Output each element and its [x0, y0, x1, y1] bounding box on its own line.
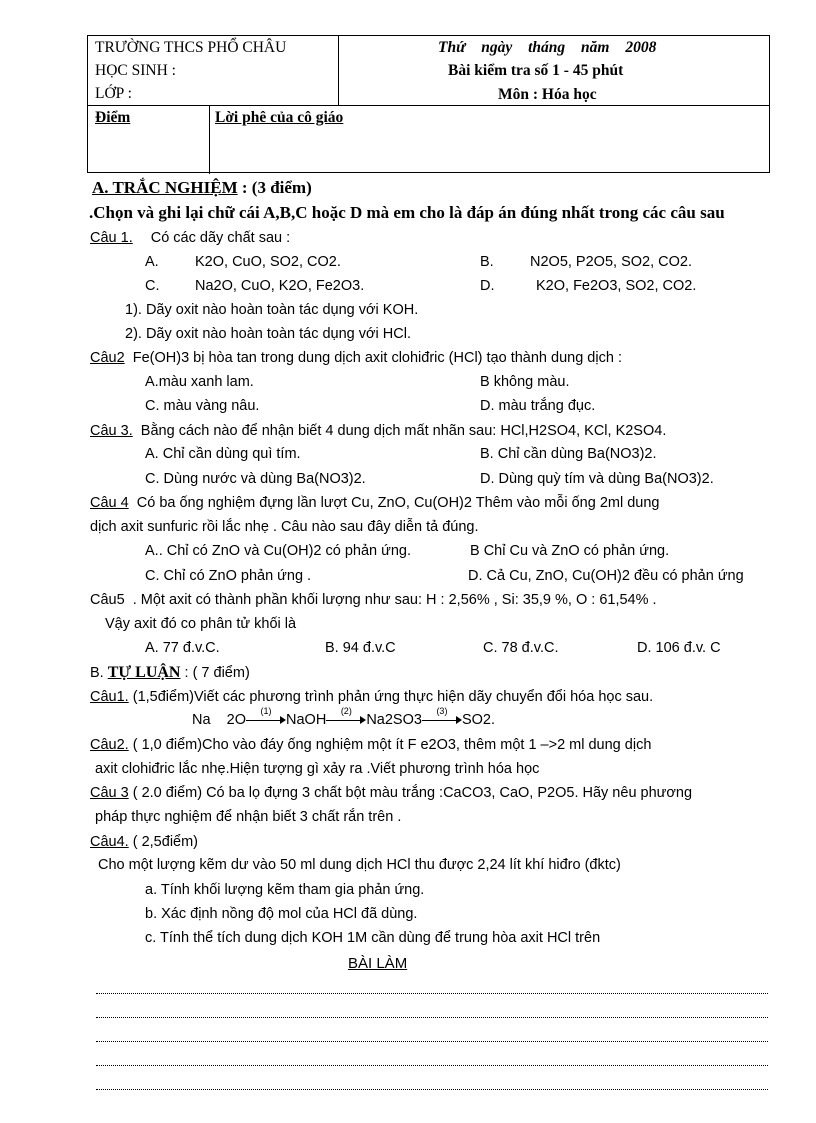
- q2: Câu2 Fe(OH)3 bị hòa tan trong dung dịch axit clohiđric (HCl) tạo thành dung dịch :: [90, 350, 622, 366]
- q5: Câu5 . Một axit có thành phần khối lượng như sau: H : 2,56% , Si: 35,9 %, O : 61,54% .: [90, 592, 657, 608]
- reaction-chain: Na 2O (1) NaOH (2) Na2SO3 (3) SO2.: [192, 706, 495, 728]
- answer-line: [96, 1041, 768, 1042]
- test-title: Bài kiểm tra số 1 - 45 phút: [448, 62, 624, 79]
- q5-option-b: B. 94 đ.v.C: [325, 640, 396, 656]
- q3-option-b: B. Chỉ cần dùng Ba(NO3)2.: [480, 446, 657, 462]
- part-b-heading: B. TỰ LUẬN : ( 7 điểm): [90, 664, 250, 681]
- class-label: LỚP :: [95, 85, 132, 102]
- q3-option-c: C. Dùng nước và dùng Ba(NO3)2.: [145, 471, 366, 487]
- b-q1: Câu1. (1,5điểm)Viết các phương trình phản ứng thực hiện dãy chuyển đổi hóa học sau.: [90, 689, 654, 705]
- answer-line: [96, 993, 768, 994]
- b-q3: Câu 3 ( 2.0 điểm) Có ba lọ đựng 3 chất bột màu trắng :CaCO3, CaO, P2O5. Hãy nêu phương: [90, 785, 693, 801]
- q1-sub1: 1). Dãy oxit nào hoàn toàn tác dụng với KOH.: [125, 302, 419, 318]
- q4-option-a: A.. Chỉ có ZnO và Cu(OH)2 có phản ứng.: [145, 543, 411, 559]
- part-a-instruction: .Chọn và ghi lại chữ cái A,B,C hoặc D mà em cho là đáp án đúng nhất trong các câu sau: [89, 203, 725, 222]
- date-line: Thứ ngày tháng năm 2008: [438, 39, 657, 56]
- q5-option-d: D. 106 đ.v. C: [637, 640, 721, 656]
- b-q3-line2: pháp thực nghiệm để nhận biết 3 chất rắn trên .: [95, 809, 402, 825]
- part-a-heading: A. TRẮC NGHIỆM : (3 điểm): [92, 178, 312, 197]
- school-name: TRƯỜNG THCS PHỔ CHÂU: [95, 39, 287, 56]
- b-q2-line2: axit clohiđric lắc nhẹ.Hiện tượng gì xảy ra .Viết phương trình hóa học: [95, 761, 540, 777]
- q1-option-c: Na2O, CuO, K2O, Fe2O3.: [195, 278, 365, 294]
- q1-option-b-letter: B.: [480, 254, 494, 270]
- arrow-1: (1): [246, 715, 286, 725]
- score-label: Điểm: [95, 109, 131, 126]
- q2-option-d: D. màu trắng đục.: [480, 398, 596, 414]
- answer-line: [96, 1089, 768, 1090]
- b-q4: Câu4. ( 2,5điểm): [90, 834, 199, 850]
- q1-option-a-letter: A.: [145, 254, 159, 270]
- q1-sub2: 2). Dãy oxit nào hoàn toàn tác dụng với HCl.: [125, 326, 411, 342]
- q1: Câu 1. Có các dãy chất sau :: [90, 230, 291, 246]
- answer-line: [96, 1017, 768, 1018]
- q3: Câu 3. Bằng cách nào để nhận biết 4 dung dịch mất nhãn sau: HCl,H2SO4, KCl, K2SO4.: [90, 423, 667, 439]
- q1-option-c-letter: C.: [145, 278, 160, 294]
- q3-option-d: D. Dùng quỳ tím và dùng Ba(NO3)2.: [480, 471, 714, 487]
- q1-option-d-letter: D.: [480, 278, 495, 294]
- arrow-3: (3): [422, 715, 462, 725]
- q4: Câu 4 Có ba ống nghiệm đựng lần lượt Cu, ZnO, Cu(OH)2 Thêm vào mỗi ống 2ml dung: [90, 495, 660, 511]
- b-q2: Câu2. ( 1,0 điểm)Cho vào đáy ống nghiệm một ít F e2O3, thêm một 1 –>2 ml dung dịch: [90, 737, 652, 753]
- b-q4-a: a. Tính khối lượng kẽm tham gia phản ứng.: [145, 882, 425, 898]
- q1-option-d: K2O, Fe2O3, SO2, CO2.: [536, 278, 697, 294]
- answer-heading: BÀI LÀM: [348, 955, 408, 972]
- q5-line2: Vậy axit đó co phân tử khối là: [105, 616, 297, 632]
- comment-label: Lời phê của cô giáo: [215, 109, 344, 126]
- b-q4-b: b. Xác định nồng độ mol của HCl đã dùng.: [145, 906, 418, 922]
- subject: Môn : Hóa học: [498, 86, 597, 103]
- b-q4-text: Cho một lượng kẽm dư vào 50 ml dung dịch HCl thu được 2,24 lít khí hiđro (đktc): [98, 857, 621, 873]
- q5-option-c: C. 78 đ.v.C.: [483, 640, 559, 656]
- q4-line2: dịch axit sunfuric rồi lắc nhẹ . Câu nào sau đây diễn tả đúng.: [90, 519, 479, 535]
- arrow-2: (2): [326, 715, 366, 725]
- q2-option-b: B không màu.: [480, 374, 570, 390]
- student-label: HỌC SINH :: [95, 62, 176, 79]
- answer-line: [96, 1065, 768, 1066]
- q4-option-b: B Chỉ Cu và ZnO có phản ứng.: [470, 543, 670, 559]
- q4-option-c: C. Chỉ có ZnO phản ứng .: [145, 568, 312, 584]
- q2-option-c: C. màu vàng nâu.: [145, 398, 260, 414]
- q1-option-b: N2O5, P2O5, SO2, CO2.: [530, 254, 692, 270]
- q2-option-a: A.màu xanh lam.: [145, 374, 254, 390]
- q3-option-a: A. Chỉ cần dùng quì tím.: [145, 446, 301, 462]
- q4-option-d: D. Cả Cu, ZnO, Cu(OH)2 đều có phản ứng: [468, 568, 744, 584]
- b-q4-c: c. Tính thể tích dung dịch KOH 1M cần dùng để trung hòa axit HCl trên: [145, 930, 601, 946]
- q5-option-a: A. 77 đ.v.C.: [145, 640, 220, 656]
- q1-option-a: K2O, CuO, SO2, CO2.: [195, 254, 341, 270]
